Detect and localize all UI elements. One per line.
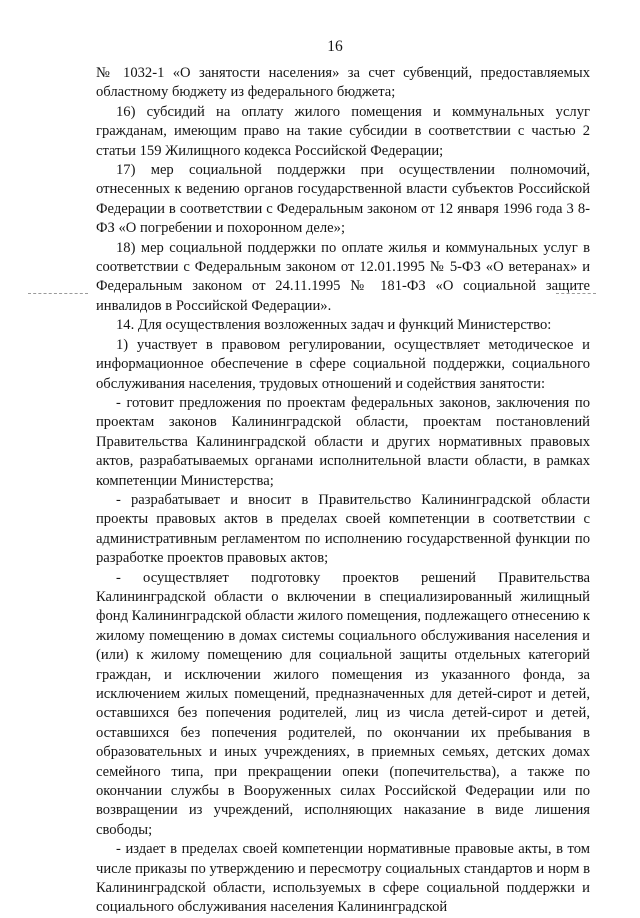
paragraph-section-14: 14. Для осуществления возложенных задач и функций Министерство:	[116, 317, 552, 334]
paragraph-bullet-regulations: - издает в пределах своей компетенции нормативные правовые акты, в том числе приказы по утверждению и пересмотру социальных стандартов и норм в Калининградской области, используемых в сфере социальной поддержки и социального обслуживания населения Калининградской	[96, 841, 590, 916]
paragraph-bullet-housing-fund: - осуществляет подготовку проектов решений Правительства Калининградской области о включении в специализированный жилищный фонд Калининградской области жилого помещения, подлежащего отнесению к жилому помещению в домах системы социального обслуживания населения и (или) к жилому помещению для социальной защиты отдельных категорий граждан, и исключении жилого помещения из указанного фонда, за исключением жилых помещений, предназначенных для детей-сирот и детей, оставшихся без попечения родителей, лиц из числа детей-сирот и детей, оставшихся без попечения родителей, по окончании их пребывания в образовательных и иных учреждениях, в приемных семьях, детских домах семейного типа, при прекращении опеки (попечительства), а также по окончании службы в Вооруженных силах Российской Федерации или по возвращении из учреждений, исполняющих наказание в виде лишения свободы;	[96, 569, 590, 838]
paragraph-bullet-drafts: - разрабатывает и вносит в Правительство Калининградской области проекты правовых актов в пределах своей компетенции в соответствии с административным регламентом по исполнению государственной функции по разработке проектов правовых актов;	[96, 491, 590, 567]
paragraph-subitem-1: 1) участвует в правовом регулировании, осуществляет методическое и информационное обеспечение в сфере социальной поддержки, социального обслуживания населения, трудовых отношений и содействия занятости:	[96, 336, 590, 392]
scan-mark-left	[28, 293, 88, 294]
paragraph-bullet-proposals: - готовит предложения по проектам федеральных законов, заключения по проектам законов Калининградской области, проектам постановлений Правительства Калининградской области и других нормативных правовых актов, разрабатываемых органами исполнительной власти области, в рамках компетенции Министерства;	[96, 394, 590, 489]
document-body	[96, 64, 590, 918]
paragraph-law-continuation: № 1032-1 «О занятости населения» за счет субвенций, предоставляемых областному бюджету из федерального бюджета;	[96, 65, 590, 101]
page-number: 16	[327, 38, 343, 55]
paragraph-item-16: 16) субсидий на оплату жилого помещения и коммунальных услуг гражданам, имеющим право на такие субсидии в соответствии с частью 2 статьи 159 Жилищного кодекса Российской Федерации;	[96, 103, 590, 159]
paragraph-item-18: 18) мер социальной поддержки по оплате жилья и коммунальных услуг в соответствии с Федеральным законом от 12.01.1995 № 5-ФЗ «О ветеранах» и Федеральным законом от 24.11.1995 № 181-ФЗ «О социальной защите инвалидов в Российской Федерации».	[96, 239, 590, 314]
paragraph-item-17: 17) мер социальной поддержки при осуществлении полномочий, отнесенных к ведению органов государственной власти субъектов Российской Федерации в соответствии с Федеральным законом от 12 января 1996 года 3 8-ФЗ «О погребении и похоронном деле»;	[96, 162, 590, 237]
